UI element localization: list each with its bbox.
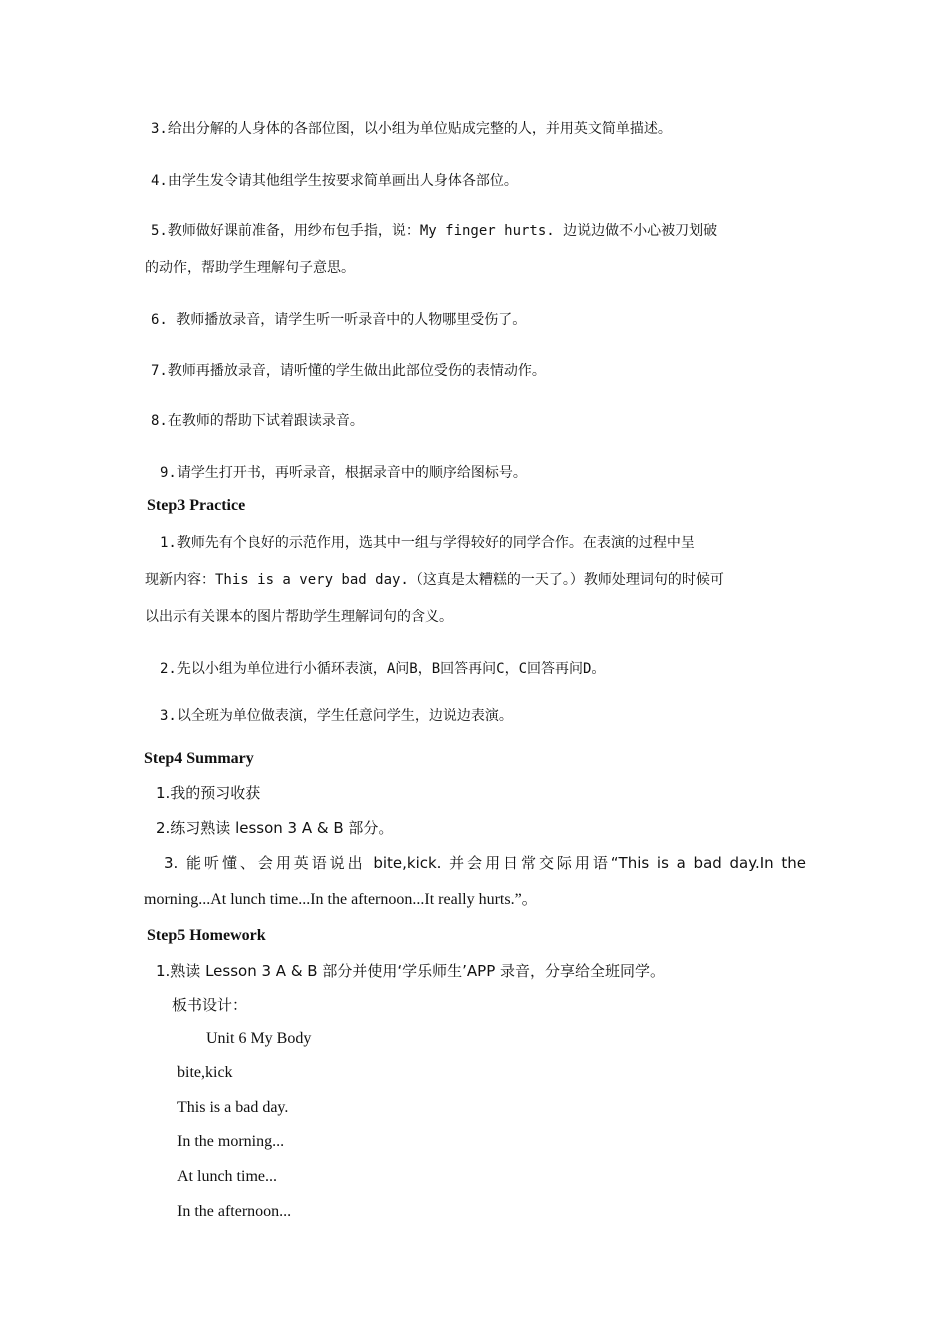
- list-item: 6. 教师播放录音，请学生听一听录音中的人物哪里受伤了。: [151, 312, 527, 328]
- list-item: 8.在教师的帮助下试着跟读录音。: [151, 413, 364, 429]
- list-item: 2.练习熟读 lesson 3 A & B 部分。: [156, 819, 394, 837]
- list-item: 4.由学生发令请其他组学生按要求简单画出人身体各部位。: [151, 173, 518, 189]
- section-heading-step5: Step5 Homework: [147, 927, 266, 944]
- list-item: 3.以全班为单位做表演，学生任意问学生，边说边表演。: [160, 708, 513, 724]
- list-item: 7.教师再播放录音，请听懂的学生做出此部位受伤的表情动作。: [151, 363, 546, 379]
- board-design-title: Unit 6 My Body: [206, 1030, 312, 1047]
- list-item: 1.我的预习收获: [156, 784, 261, 802]
- board-line: bite,kick: [177, 1064, 233, 1081]
- list-item: 2.先以小组为单位进行小循环表演，A问B，B回答再问C，C回答再问D。: [160, 661, 606, 677]
- list-item: 5.教师做好课前准备，用纱布包手指，说：My finger hurts. 边说边做不小心被刀划破: [151, 223, 718, 239]
- list-item-continuation: 现新内容：This is a very bad day.（这真是太糟糕的一天了。）教师处理词句的时候可: [145, 572, 724, 588]
- list-item-continuation: morning...At lunch time...In the afternoon...It really hurts.”。: [144, 891, 538, 908]
- board-line: In the morning...: [177, 1133, 285, 1150]
- board-design-label: 板书设计：: [172, 996, 248, 1014]
- list-item-continuation: 以出示有关课本的图片帮助学生理解词句的含义。: [145, 609, 453, 625]
- list-item: 9.请学生打开书，再听录音，根据录音中的顺序给图标号。: [160, 465, 527, 481]
- list-item: 1.熟读 Lesson 3 A & B 部分并使用‘学乐师生’APP 录音，分享给全班同学。: [156, 962, 666, 980]
- list-item: 3.给出分解的人身体的各部位图，以小组为单位贴成完整的人，并用英文简单描述。: [151, 121, 672, 137]
- list-item: 3. 能听懂、会用英语说出 bite,kick. 并会用日常交际用语“This is a bad day.In the: [164, 854, 806, 872]
- list-item: 1.教师先有个良好的示范作用，选其中一组与学得较好的同学合作。在表演的过程中呈: [160, 535, 695, 551]
- board-line: In the afternoon...: [177, 1203, 292, 1220]
- list-item-continuation: 的动作，帮助学生理解句子意思。: [145, 260, 355, 276]
- section-heading-step3: Step3 Practice: [147, 497, 246, 514]
- board-line: This is a bad day.: [177, 1099, 289, 1116]
- board-line: At lunch time...: [177, 1168, 277, 1185]
- section-heading-step4: Step4 Summary: [144, 750, 254, 767]
